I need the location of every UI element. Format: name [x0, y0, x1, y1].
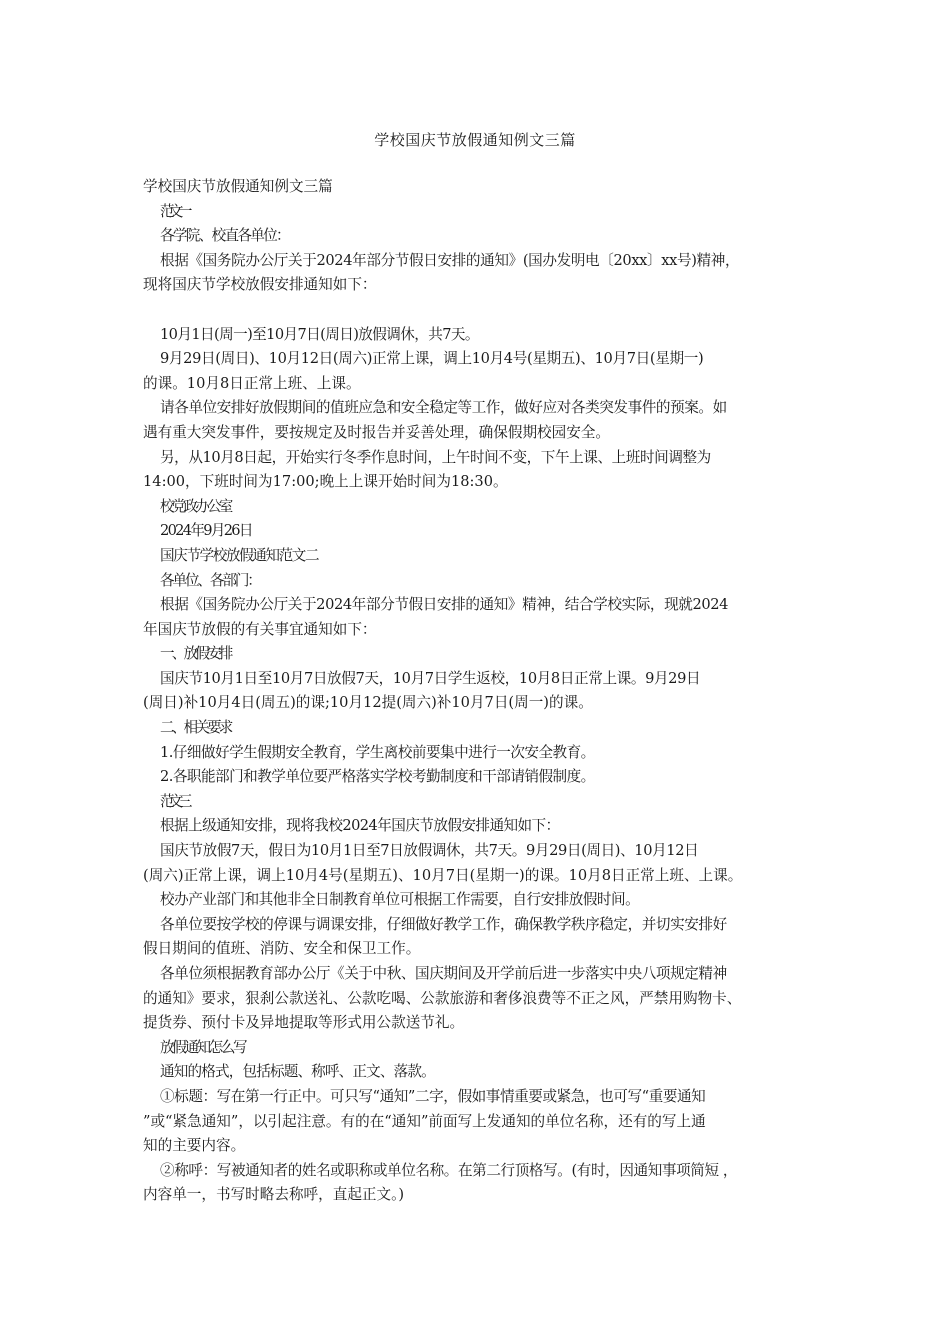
text-line: (周日)补10月4日(周五)的课;10月12提(周六)补10月7日(周一)的课。	[143, 694, 593, 712]
text-line: 各学院、校直各单位：	[160, 227, 289, 245]
text-line: ”或“紧急通知”，以引起注意。有的在“通知”前面写上发通知的单位名称，还有的写上通	[143, 1112, 706, 1130]
text-line: 年国庆节放假的有关事宜通知如下：	[143, 620, 377, 638]
text-line: 学校国庆节放假通知例文三篇	[143, 178, 333, 195]
text-line: 校办产业部门和其他非全日制教育单位可根据工作需要，自行安排放假时间。	[160, 891, 640, 909]
blank-line	[143, 298, 823, 323]
text-line: 2.各职能部门和教学单位要严格落实学校考勤制度和干部请销假制度。	[160, 768, 595, 786]
text-line: 知的主要内容。	[143, 1137, 246, 1155]
text-line: 根据《国务院办公厅关于2024年部分节假日安排的通知》(国办发明电〔20xx〕xx号)精神，	[160, 251, 740, 269]
text-line: 的通知》要求，狠刹公款送礼、公款吃喝、公款旅游和奢侈浪费等不正之风，严禁用购物卡、	[143, 989, 742, 1007]
text-line: 范文一	[160, 202, 187, 220]
text-line: 内容单一，书写时略去称呼，直起正文。)	[143, 1186, 405, 1204]
text-line: 各单位要按学校的停课与调课安排，仔细做好教学工作，确保教学秩序稳定，并切实安排好	[160, 915, 727, 933]
text-line: 通知的格式，包括标题、称呼、正文、落款。	[160, 1063, 435, 1081]
text-line: 现将国庆节学校放假安排通知如下：	[143, 276, 377, 294]
text-line: 提货券、预付卡及异地提取等形式用公款送节礼。	[143, 1014, 465, 1032]
text-line: 各单位须根据教育部办公厅《关于中秋、国庆期间及开学前后进一步落实中央八项规定精神	[160, 965, 727, 982]
document-body	[143, 175, 823, 1208]
text-line: 范文三	[160, 792, 187, 810]
text-line: 请各单位安排好放假期间的值班应急和安全稳定等工作，做好应对各类突发事件的预案。如	[160, 399, 727, 417]
text-line: 遇有重大突发事件，要按规定及时报告并妥善处理，确保假期校园安全。	[143, 423, 611, 441]
text-line: 校党政办公室	[160, 497, 231, 515]
text-line: 根据上级通知安排，现将我校2024年国庆节放假安排通知如下：	[160, 817, 560, 835]
text-line: 14:00，下班时间为17:00;晚上上课开始时间为18:30。	[143, 473, 508, 491]
text-line: 二、相关要求	[160, 719, 231, 737]
text-line: 根据《国务院办公厅关于2024年部分节假日安排的通知》精神，结合学校实际，现就2024	[160, 596, 729, 614]
text-line: 1.仔细做好学生假期安全教育，学生离校前要集中进行一次安全教育。	[160, 743, 595, 761]
text-line: 9月29日(周日)、10月12日(周六)正常上课，调上10月4号(星期五)、10月7日(星期一)	[160, 350, 704, 368]
text-line: 放假通知怎么写	[160, 1038, 246, 1056]
text-line: 另，从10月8日起，开始实行冬季作息时间，上午时间不变，下午上课、上班时间调整为	[160, 448, 711, 466]
text-line: 各单位、各部门：	[160, 571, 260, 589]
text-line: 国庆节学校放假通知范文二	[160, 546, 319, 564]
text-line: (周六)正常上课，调上10月4号(星期五)、10月7日(星期一)的课。10月8日正常上班、上课。	[143, 866, 743, 884]
text-line: 国庆节放假7天，假日为10月1日至7日放假调休，共7天。9月29日(周日)、10月12日	[160, 842, 699, 860]
text-line: 假日期间的值班、消防、安全和保卫工作。	[143, 940, 421, 958]
text-line: 2024年9月26日	[160, 522, 252, 540]
text-line: ①标题：写在第一行正中。可只写“通知”二字，假如事情重要或紧急，也可写“重要通知	[160, 1087, 706, 1105]
text-line: ②称呼：写被通知者的姓名或职称或单位名称。在第二行顶格写。(有时，因通知事项简短 ，	[160, 1161, 738, 1179]
text-line: 的课。10月8日正常上班、上课。	[143, 374, 361, 392]
text-line: 一、放假安排	[160, 645, 231, 663]
document-title: 学校国庆节放假通知例文三篇	[374, 131, 576, 149]
text-line: 10月1日(周一)至10月7日(周日)放假调休，共7天。	[160, 325, 479, 343]
text-line: 国庆节10月1日至10月7日放假7天，10月7日学生返校，10月8日正常上课。9月29日	[160, 669, 701, 687]
